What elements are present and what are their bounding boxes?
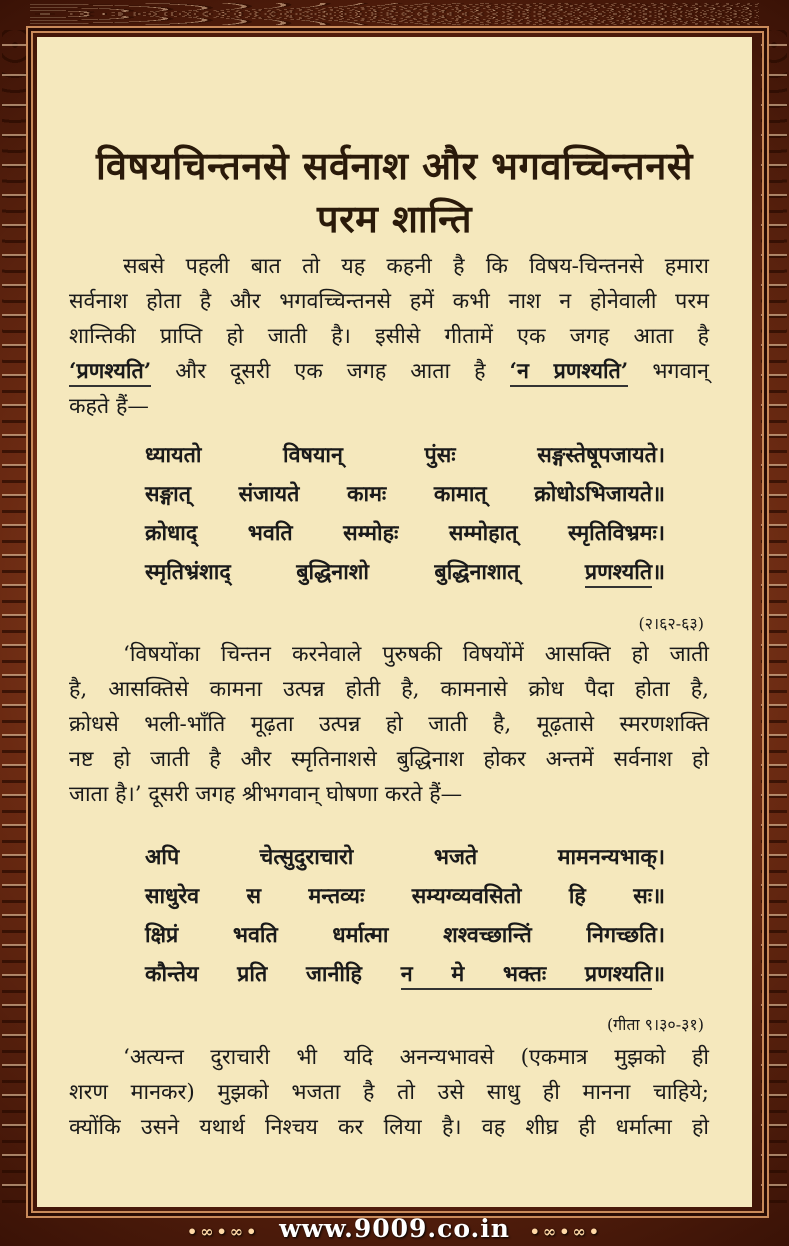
text-span: ॥ (652, 560, 665, 585)
text-line: सबसे पहली बात तो यह कहनी है कि विषय-चिन्तनसे हमारा (123, 254, 709, 279)
text-line: क्रोधसे भली-भाँति मूढ़ता उत्पन्न हो जाती है, मूढ़तासे स्मरणशक्ति (69, 712, 709, 737)
text-line: जाता है।’ दूसरी जगह श्रीभगवान् घोषणा करते हैं— (69, 782, 463, 807)
verse-line: क्षिप्रं भवति धर्मात्मा शश्वच्छान्तिं निगच्छति। (145, 923, 665, 948)
text-span: ॥ (652, 962, 665, 987)
page-title-line1: विषयचिन्तनसे सर्वनाश और भगवच्चिन्तनसे (96, 143, 693, 188)
verse-line (145, 959, 665, 998)
text-span: स्मृतिभ्रंशाद् बुद्धिनाशो बुद्धिनाशात् (145, 560, 585, 585)
paragraph-3 (69, 1040, 709, 1145)
website-link[interactable]: www.9009.co.in (279, 1214, 510, 1243)
text-line (69, 354, 709, 389)
verse-line: सङ्गात् संजायते कामः कामात् क्रोधोऽभिजायते॥ (145, 482, 665, 507)
paragraph-2 (69, 637, 709, 812)
text-span: कौन्तेय प्रति जानीहि (145, 962, 401, 987)
text-line: शरण मानकर) मुझको भजता है तो उसे साधु ही मानना चाहिये; (69, 1080, 709, 1105)
verse-line: अपि चेत्सुदुराचारो भजते मामनन्यभाक्। (145, 845, 665, 870)
text-line: क्योंकि उसने यथार्थ निश्चय कर लिया है। वह शीघ्र ही धर्मात्मा हो (69, 1115, 709, 1140)
page-title-line2: परम शान्ति (317, 196, 472, 241)
ornament-icon: •∞•∞• (529, 1222, 602, 1241)
text-line: है, आसक्तिसे कामना उत्पन्न होती है, कामनासे क्रोध पैदा होता है, (69, 677, 709, 702)
quoted-term: ‘प्रणश्यति’ (69, 359, 151, 387)
footer-website (0, 1214, 789, 1244)
underlined-term: न मे भक्तः प्रणश्यति (401, 962, 652, 990)
paragraph-1 (69, 249, 709, 424)
text-line: शान्तिकी प्राप्ति हो जाती है। इसीसे गीतामें एक जगह आता है (69, 324, 709, 349)
text-line: नष्ट हो जाती है और स्मृतिनाशसे बुद्धिनाश होकर अन्तमें सर्वनाश हो (69, 747, 709, 772)
left-border-ornament (2, 30, 28, 1210)
quoted-term: ‘न प्रणश्यति’ (510, 359, 629, 387)
page-paper (37, 37, 752, 1207)
verse-reference: (गीता ९।३०-३१) (606, 1015, 704, 1034)
underlined-term: प्रणश्यति (585, 560, 652, 588)
verse-line: ध्यायतो विषयान् पुंसः सङ्गस्तेषूपजायते। (145, 443, 665, 468)
verse-line: साधुरेव स मन्तव्यः सम्यग्व्यवसितो हि सः॥ (145, 884, 665, 909)
verse-line (145, 557, 665, 596)
text-span: भगवान् (628, 359, 709, 384)
top-border-ornament (30, 3, 759, 25)
verse-reference: (२।६२-६३) (638, 614, 704, 633)
text-line: सर्वनाश होता है और भगवच्चिन्तनसे हमें कभी नाश न होनेवाली परम (69, 289, 709, 314)
text-span: और दूसरी एक जगह आता है (151, 359, 510, 384)
text-line: कहते हैं— (69, 394, 149, 419)
ornament-icon: •∞•∞• (187, 1222, 260, 1241)
shloka-block-1 (145, 440, 665, 596)
text-line: ‘अत्यन्त दुराचारी भी यदि अनन्यभावसे (एकमात्र मुझको ही (123, 1045, 709, 1070)
verse-line: क्रोधाद् भवति सम्मोहः सम्मोहात् स्मृतिविभ्रमः। (145, 521, 665, 546)
text-line: ‘विषयोंका चिन्तन करनेवाले पुरुषकी विषयोंमें आसक्ति हो जाती (123, 642, 709, 667)
shloka-block-2 (145, 842, 665, 998)
